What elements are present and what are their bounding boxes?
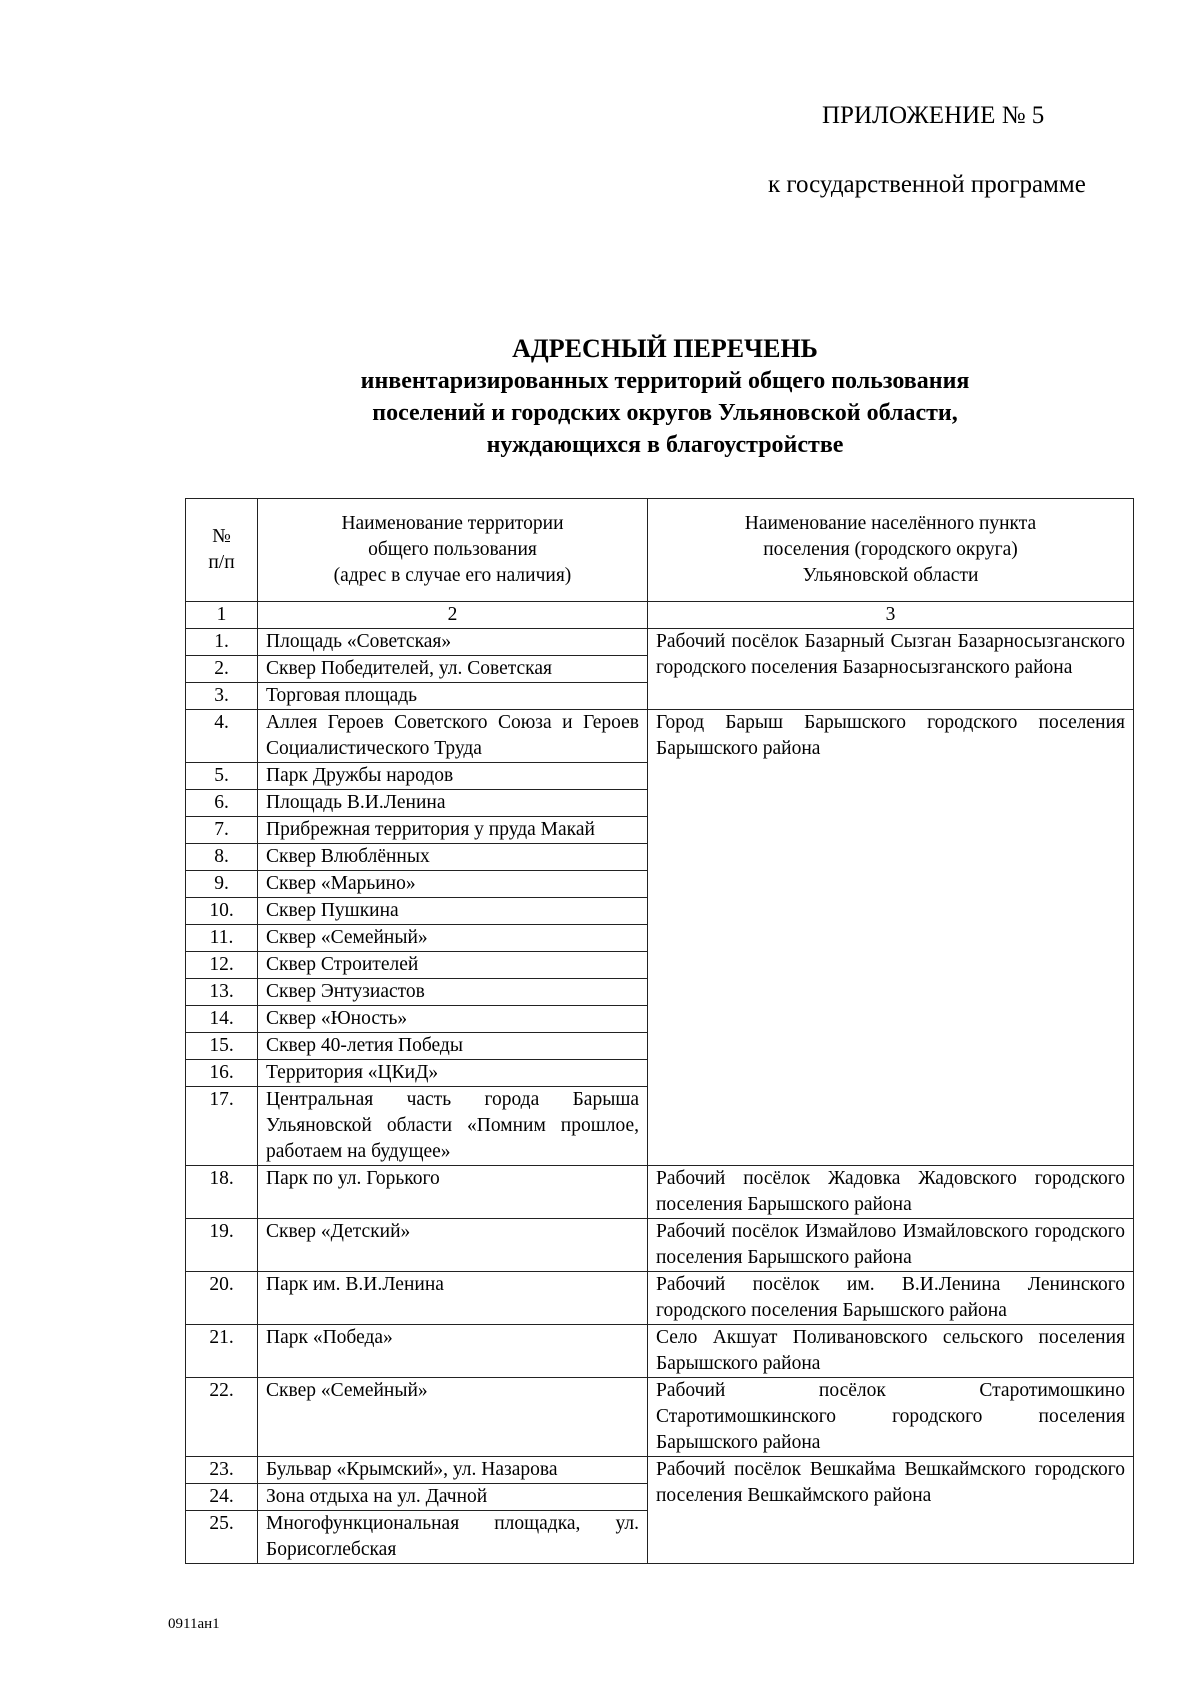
title-main: АДРЕСНЫЙ ПЕРЕЧЕНЬ	[512, 334, 818, 363]
territory-name: Сквер Влюблённых	[258, 844, 648, 871]
header-locality-line: поселения (городского округа)	[763, 539, 1018, 560]
territory-name: Зона отдыха на ул. Дачной	[258, 1484, 648, 1511]
row-number: 14.	[186, 1006, 258, 1033]
row-number: 25.	[186, 1511, 258, 1564]
territory-name: Сквер Строителей	[258, 952, 648, 979]
row-number: 1.	[186, 629, 258, 656]
document-title	[190, 333, 1140, 461]
row-number: 20.	[186, 1272, 258, 1325]
territory-name: Парк «Победа»	[258, 1325, 648, 1378]
territory-name: Торговая площадь	[258, 683, 648, 710]
territory-name: Площадь «Советская»	[258, 629, 648, 656]
locality-cell: Рабочий посёлок Измайлово Измайловского городского поселения Барышского района	[648, 1219, 1134, 1272]
header-name-line: Наименование территории	[341, 513, 564, 534]
table-row	[186, 1325, 1134, 1378]
header-locality	[648, 499, 1134, 602]
row-number: 17.	[186, 1087, 258, 1166]
table-row	[186, 1272, 1134, 1325]
title-line-1: инвентаризированных территорий общего пользования	[360, 368, 970, 394]
title-line-3: нуждающихся в благоустройстве	[486, 432, 844, 458]
territory-name: Сквер «Юность»	[258, 1006, 648, 1033]
row-number: 8.	[186, 844, 258, 871]
territory-name: Прибрежная территория у пруда Макай	[258, 817, 648, 844]
row-number: 5.	[186, 763, 258, 790]
locality-cell: Рабочий посёлок Базарный Сызган Базарносызганского городского поселения Базарносызганского района	[648, 629, 1134, 710]
table-header-row	[186, 499, 1134, 602]
row-number: 21.	[186, 1325, 258, 1378]
row-number: 7.	[186, 817, 258, 844]
column-index-row	[186, 602, 1134, 629]
document-code: 0911ан1	[168, 1616, 220, 1632]
column-index: 1	[186, 602, 258, 629]
table-row	[186, 1457, 1134, 1484]
territory-name: Сквер «Марьино»	[258, 871, 648, 898]
locality-cell: Рабочий посёлок Вешкайма Вешкаймского городского поселения Вешкаймского района	[648, 1457, 1134, 1564]
header-num	[186, 499, 258, 602]
table-row	[186, 1166, 1134, 1219]
row-number: 15.	[186, 1033, 258, 1060]
territory-name: Парк по ул. Горького	[258, 1166, 648, 1219]
territory-name: Территория «ЦКиД»	[258, 1060, 648, 1087]
locality-cell: Село Акшуат Поливановского сельского поселения Барышского района	[648, 1325, 1134, 1378]
territory-name: Площадь В.И.Ленина	[258, 790, 648, 817]
header-locality-line: Ульяновской области	[802, 565, 979, 586]
territory-name: Сквер «Детский»	[258, 1219, 648, 1272]
locality-cell: Рабочий посёлок Жадовка Жадовского городского поселения Барышского района	[648, 1166, 1134, 1219]
territory-name: Сквер Энтузиастов	[258, 979, 648, 1006]
header-name-line: (адрес в случае его наличия)	[333, 565, 572, 586]
locality-cell: Рабочий посёлок Старотимошкино Старотимошкинского городского поселения Барышского района	[648, 1378, 1134, 1457]
row-number: 16.	[186, 1060, 258, 1087]
row-number: 6.	[186, 790, 258, 817]
territory-name: Центральная часть города Барыша Ульяновской области «Помним прошлое, работаем на будущее»	[258, 1087, 648, 1166]
header-locality-line: Наименование населённого пункта	[744, 513, 1037, 534]
row-number: 24.	[186, 1484, 258, 1511]
table-row	[186, 1378, 1134, 1457]
row-number: 12.	[186, 952, 258, 979]
territory-name: Сквер 40-летия Победы	[258, 1033, 648, 1060]
territory-name: Парк им. В.И.Ленина	[258, 1272, 648, 1325]
row-number: 10.	[186, 898, 258, 925]
territory-name: Парк Дружбы народов	[258, 763, 648, 790]
territory-name: Сквер Победителей, ул. Советская	[258, 656, 648, 683]
row-number: 23.	[186, 1457, 258, 1484]
header-num-line: п/п	[208, 552, 235, 573]
row-number: 2.	[186, 656, 258, 683]
territory-name: Сквер «Семейный»	[258, 1378, 648, 1457]
column-index: 2	[258, 602, 648, 629]
locality-cell: Город Барыш Барышского городского поселения Барышского района	[648, 710, 1134, 1166]
row-number: 9.	[186, 871, 258, 898]
territory-name: Сквер Пушкина	[258, 898, 648, 925]
row-number: 19.	[186, 1219, 258, 1272]
locality-cell: Рабочий посёлок им. В.И.Ленина Ленинского городского поселения Барышского района	[648, 1272, 1134, 1325]
row-number: 11.	[186, 925, 258, 952]
row-number: 18.	[186, 1166, 258, 1219]
table-row	[186, 629, 1134, 656]
row-number: 13.	[186, 979, 258, 1006]
row-number: 3.	[186, 683, 258, 710]
header-name-line: общего пользования	[368, 539, 537, 560]
territory-name: Многофункциональная площадка, ул. Борисоглебская	[258, 1511, 648, 1564]
territory-name: Аллея Героев Советского Союза и Героев Социалистического Труда	[258, 710, 648, 763]
territory-name: Сквер «Семейный»	[258, 925, 648, 952]
row-number: 22.	[186, 1378, 258, 1457]
column-index: 3	[648, 602, 1134, 629]
address-list-table	[185, 498, 1134, 1564]
title-line-2: поселений и городских округов Ульяновской области,	[372, 400, 958, 426]
row-number: 4.	[186, 710, 258, 763]
table-row	[186, 710, 1134, 763]
territory-name: Бульвар «Крымский», ул. Назарова	[258, 1457, 648, 1484]
table-row	[186, 1219, 1134, 1272]
header-name	[258, 499, 648, 602]
appendix-label: ПРИЛОЖЕНИЕ № 5	[822, 102, 1045, 129]
program-label: к государственной программе	[768, 171, 1086, 198]
header-num-line: №	[212, 526, 231, 547]
